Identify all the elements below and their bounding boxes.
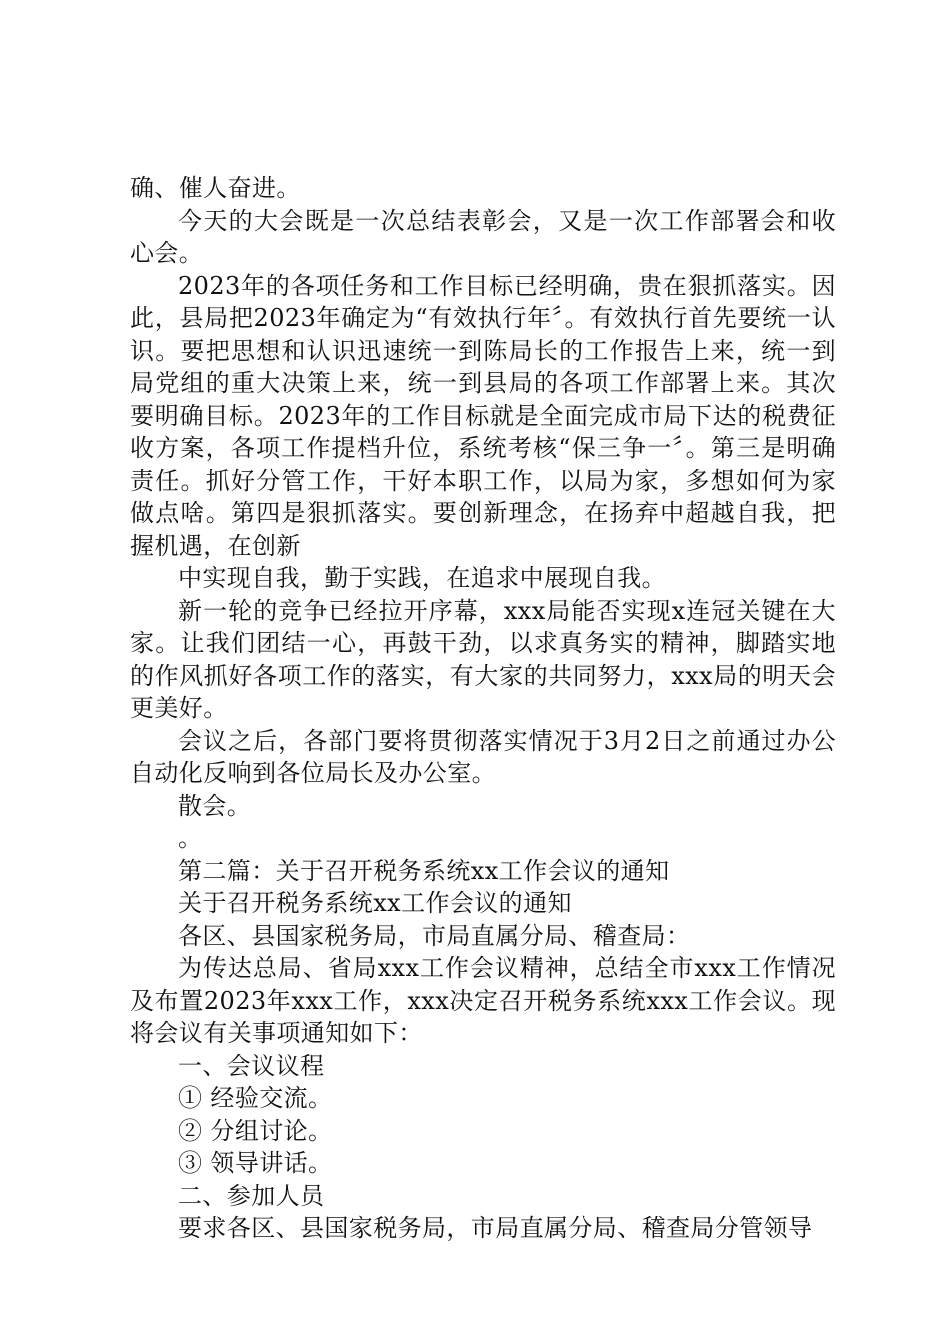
document-body <box>130 172 836 1245</box>
paragraph-continuation: 确、催人奋进。 <box>130 174 301 202</box>
section-heading-part-two: 第二篇：关于召开税务系统xx工作会议的通知 <box>178 856 670 885</box>
paragraph-period: 。 <box>178 824 203 852</box>
paragraph-self-realization: 中实现自我，勤于实践，在追求中展现自我。 <box>178 564 666 592</box>
notice-title: 关于召开税务系统xx工作会议的通知 <box>178 889 572 917</box>
paragraph-competition: 新一轮的竞争已经拉开序幕，xxx局能否实现x连冠关键在大家。让我们团结一心，再鼓干劲，以求真务实的精神，脚踏实地的作风抓好各项工作的落实，有大家的共同努力，xxx局的明天会更美好。 <box>130 596 836 722</box>
agenda-item-2: ② 分组讨论。 <box>178 1116 333 1145</box>
paragraph-execution-year: 2023年的各项任务和工作目标已经明确，贵在狠抓落实。因此，县局把2023年确定为“有效执行年〞。有效执行首先要统一认识。要把思想和认识迅速统一到陈局长的工作报告上来，统一到局党组的重大决策上来，统一到县局的各项工作部署上来。其次要明确目标。2023年的工作目标就是全面完成市局下达的税费征收方案，各项工作提档升位，系统考核“保三争一〞。第三是明确责任。抓好分管工作，干好本职工作，以局为家，多想如何为家做点啥。第四是狠抓落实。要创新理念，在扬弃中超越自我，把握机遇，在创新 <box>130 271 836 560</box>
paragraph-after-meeting: 会议之后，各部门要将贯彻落实情况于3月2日之前通过办公自动化反响到各位局长及办公室。 <box>130 726 836 787</box>
notice-purpose: 为传达总局、省局xxx工作会议精神，总结全市xxx工作情况及布置2023年xxx工作，xxx决定召开税务系统xxx工作会议。现将会议有关事项通知如下： <box>130 954 836 1047</box>
paragraph-meeting-nature: 今天的大会既是一次总结表彰会，又是一次工作部署会和收心会。 <box>130 206 836 267</box>
agenda-heading: 一、会议议程 <box>178 1051 325 1080</box>
agenda-item-3: ③ 领导讲话。 <box>178 1149 333 1177</box>
notice-recipients: 各区、县国家税务局，市局直属分局、稽查局： <box>178 921 691 950</box>
attendees-heading: 二、参加人员 <box>178 1181 325 1210</box>
agenda-item-1: ① 经验交流。 <box>178 1084 333 1112</box>
attendees-requirement: 要求各区、县国家税务局，市局直属分局、稽查局分管领导 <box>178 1214 813 1242</box>
paragraph-adjourn: 散会。 <box>178 791 252 820</box>
